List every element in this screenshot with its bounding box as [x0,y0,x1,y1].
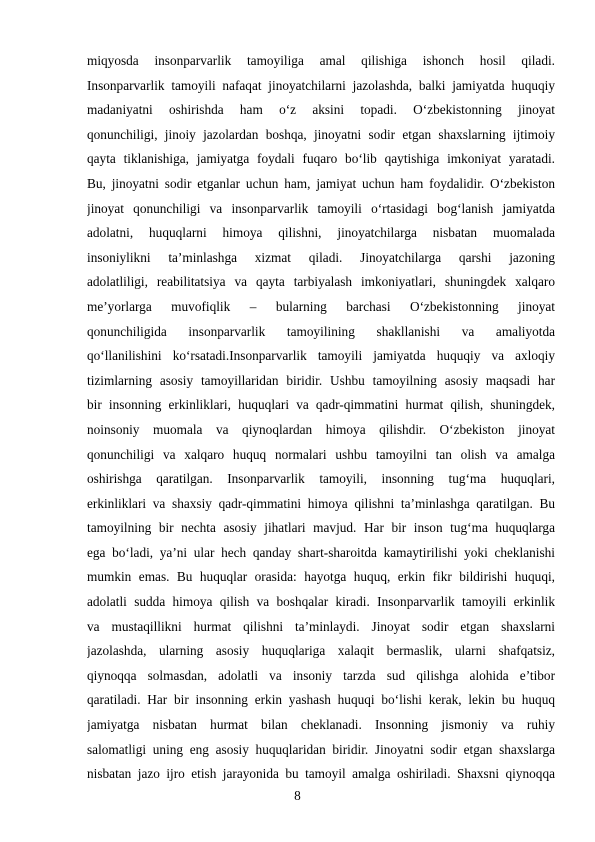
text-line: qayta tiklanishiga, jamiyatga foydali fuqaro bo‘lib qaytishiga imkoniyat yaratadi. [87,151,555,167]
text-line: qiynoqqa solmasdan, adolatli va insoniy tarzda sud qilishga alohida e’tibor [87,667,555,683]
text-line: madaniyatni oshirishda ham o‘z aksini topadi. O‘zbekistonning jinoyat [87,102,555,118]
text-line: erkinliklari va shaxsiy qadr-qimmatini himoya qilishni ta’minlashga qaratilgan. Bu [87,495,555,511]
text-line: salomatligi uning eng asosiy huquqlaridan biridir. Jinoyatni sodir etgan shaxslarga [87,741,555,757]
text-line: me’yorlarga muvofiqlik – bularning barchasi O‘zbekistonning jinoyat [87,298,555,314]
text-line: oshirishga qaratilgan. Insonparvarlik tamoyili, insonning tug‘ma huquqlari, [87,471,555,487]
text-line: adolatli sudda himoya qilish va boshqalar kiradi. Insonparvarlik tamoyili erkinlik [87,594,555,610]
text-line: qaratiladi. Har bir insonning erkin yashash huquqi bo‘lishi kerak, lekin bu huquq [87,692,555,708]
text-line: ega bo‘ladi, ya’ni ular hech qanday shart-sharoitda kamaytirilishi yoki cheklanishi [87,544,555,560]
text-line: qonunchiligida insonparvarlik tamoyilining shakllanishi va amaliyotda [87,323,555,339]
text-line: qonunchiligi va xalqaro huquq normalari ushbu tamoyilni tan olish va amalga [87,446,555,462]
body-text [87,49,555,787]
text-line: mumkin emas. Bu huquqlar orasida: hayotga huquq, erkin fikr bildirishi huquqi, [87,569,555,585]
text-line: jazolashda, ularning asosiy huquqlariga xalaqit bermaslik, ularni shafqatsiz, [87,643,555,659]
text-line: jinoyat qonunchiligi va insonparvarlik tamoyili o‘rtasidagi bog‘lanish jamiyatda [87,200,555,216]
text-line: jamiyatga nisbatan hurmat bilan cheklanadi. Insonning jismoniy va ruhiy [87,717,555,733]
text-line: bir insonning erkinliklari, huquqlari va qadr-qimmatini hurmat qilish, shuningdek, [87,397,555,413]
text-line: va mustaqillikni hurmat qilishni ta’minlaydi. Jinoyat sodir etgan shaxslarni [87,618,555,634]
text-line: Insonparvarlik tamoyili nafaqat jinoyatchilarni jazolashda, balki jamiyatda huquqiy [87,77,555,93]
text-line: Bu, jinoyatni sodir etganlar uchun ham, jamiyat uchun ham foydalidir. O‘zbekiston [87,175,555,191]
text-line: qo‘llanilishini ko‘rsatadi.Insonparvarlik tamoyili jamiyatda huquqiy va axloqiy [87,348,555,364]
page-number: 8 [294,788,301,803]
text-line: noinsoniy muomala va qiynoqlardan himoya qilishdir. O‘zbekiston jinoyat [87,421,555,437]
text-line: tizimlarning asosiy tamoyillaridan biridir. Ushbu tamoyilning asosiy maqsadi har [87,372,555,388]
text-line: tamoyilning bir nechta asosiy jihatlari mavjud. Har bir inson tug‘ma huquqlarga [87,520,555,536]
text-line: insoniylikni ta’minlashga xizmat qiladi. Jinoyatchilarga qarshi jazoning [87,249,555,265]
text-line: adolatni, huquqlarni himoya qilishni, jinoyatchilarga nisbatan muomalada [87,225,555,241]
text-line: miqyosda insonparvarlik tamoyiliga amal qilishiga ishonch hosil qiladi. [87,53,555,68]
text-line: adolatliligi, reabilitatsiya va qayta tarbiyalash imkoniyatlari, shuningdek xalqaro [87,274,555,290]
text-line: nisbatan jazo ijro etish jarayonida bu tamoyil amalga oshiriladi. Shaxsni qiynoqqa [87,766,555,782]
text-line: qonunchiligi, jinoiy jazolardan boshqa, jinoyatni sodir etgan shaxslarning ijtimoiy [87,126,555,142]
